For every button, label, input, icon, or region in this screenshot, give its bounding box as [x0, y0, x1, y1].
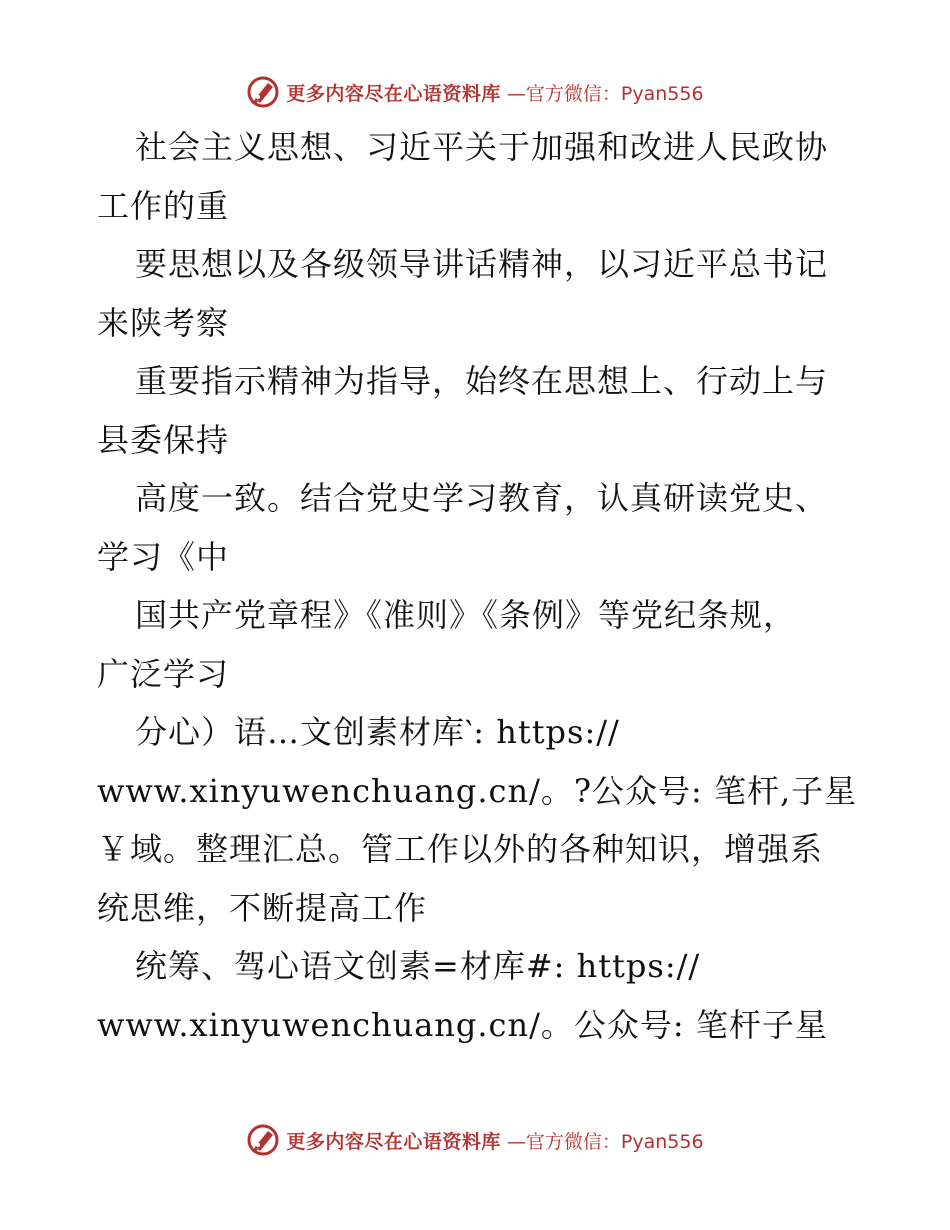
footer-banner-wechat: —官方微信：Pyan556 [506, 1130, 704, 1153]
footer-banner-title: 更多内容尽在心语资料库 [286, 1130, 501, 1153]
body-line: 高度一致。结合党史学习教育，认真研读党史、 [135, 479, 829, 517]
header-banner [0, 72, 950, 112]
body-line: 学习《中 [97, 537, 230, 576]
body-line: 来陕考察 [97, 303, 230, 342]
body-line: 广泛学习 [97, 654, 230, 693]
body-line: www.xinyuwenchuang.cn/。公众号: 笔杆子星 [97, 1005, 828, 1044]
pen-nib-logo-icon [246, 75, 280, 109]
body-line: 统筹、驾心语文创素=材库#: https:// [135, 947, 701, 985]
body-line: 工作的重 [97, 186, 230, 225]
header-banner-title: 更多内容尽在心语资料库 [286, 82, 501, 105]
body-line: 要思想以及各级领导讲话精神，以习近平总书记 [135, 245, 829, 283]
body-line: 分心）语…文创素材库‵: https:// [135, 713, 620, 751]
body-line: 县委保持 [97, 420, 230, 459]
body-line: www.xinyuwenchuang.cn/。?公众号: 笔杆,子星 [97, 771, 858, 810]
footer-banner [0, 1120, 950, 1160]
body-line: 国共产党章程》《准则》《条例》等党纪条规， [135, 596, 797, 634]
body-line: 统思维，不断提高工作 [97, 888, 428, 927]
body-line: ￥域。整理汇总。管工作以外的各种知识，增强系 [97, 830, 824, 868]
body-line: 重要指示精神为指导，始终在思想上、行动上与 [135, 362, 829, 400]
document-body [97, 118, 857, 1054]
pen-nib-logo-icon [246, 1123, 280, 1157]
header-banner-wechat: —官方微信：Pyan556 [506, 82, 704, 105]
body-line: 社会主义思想、习近平关于加强和改进人民政协 [135, 128, 829, 166]
